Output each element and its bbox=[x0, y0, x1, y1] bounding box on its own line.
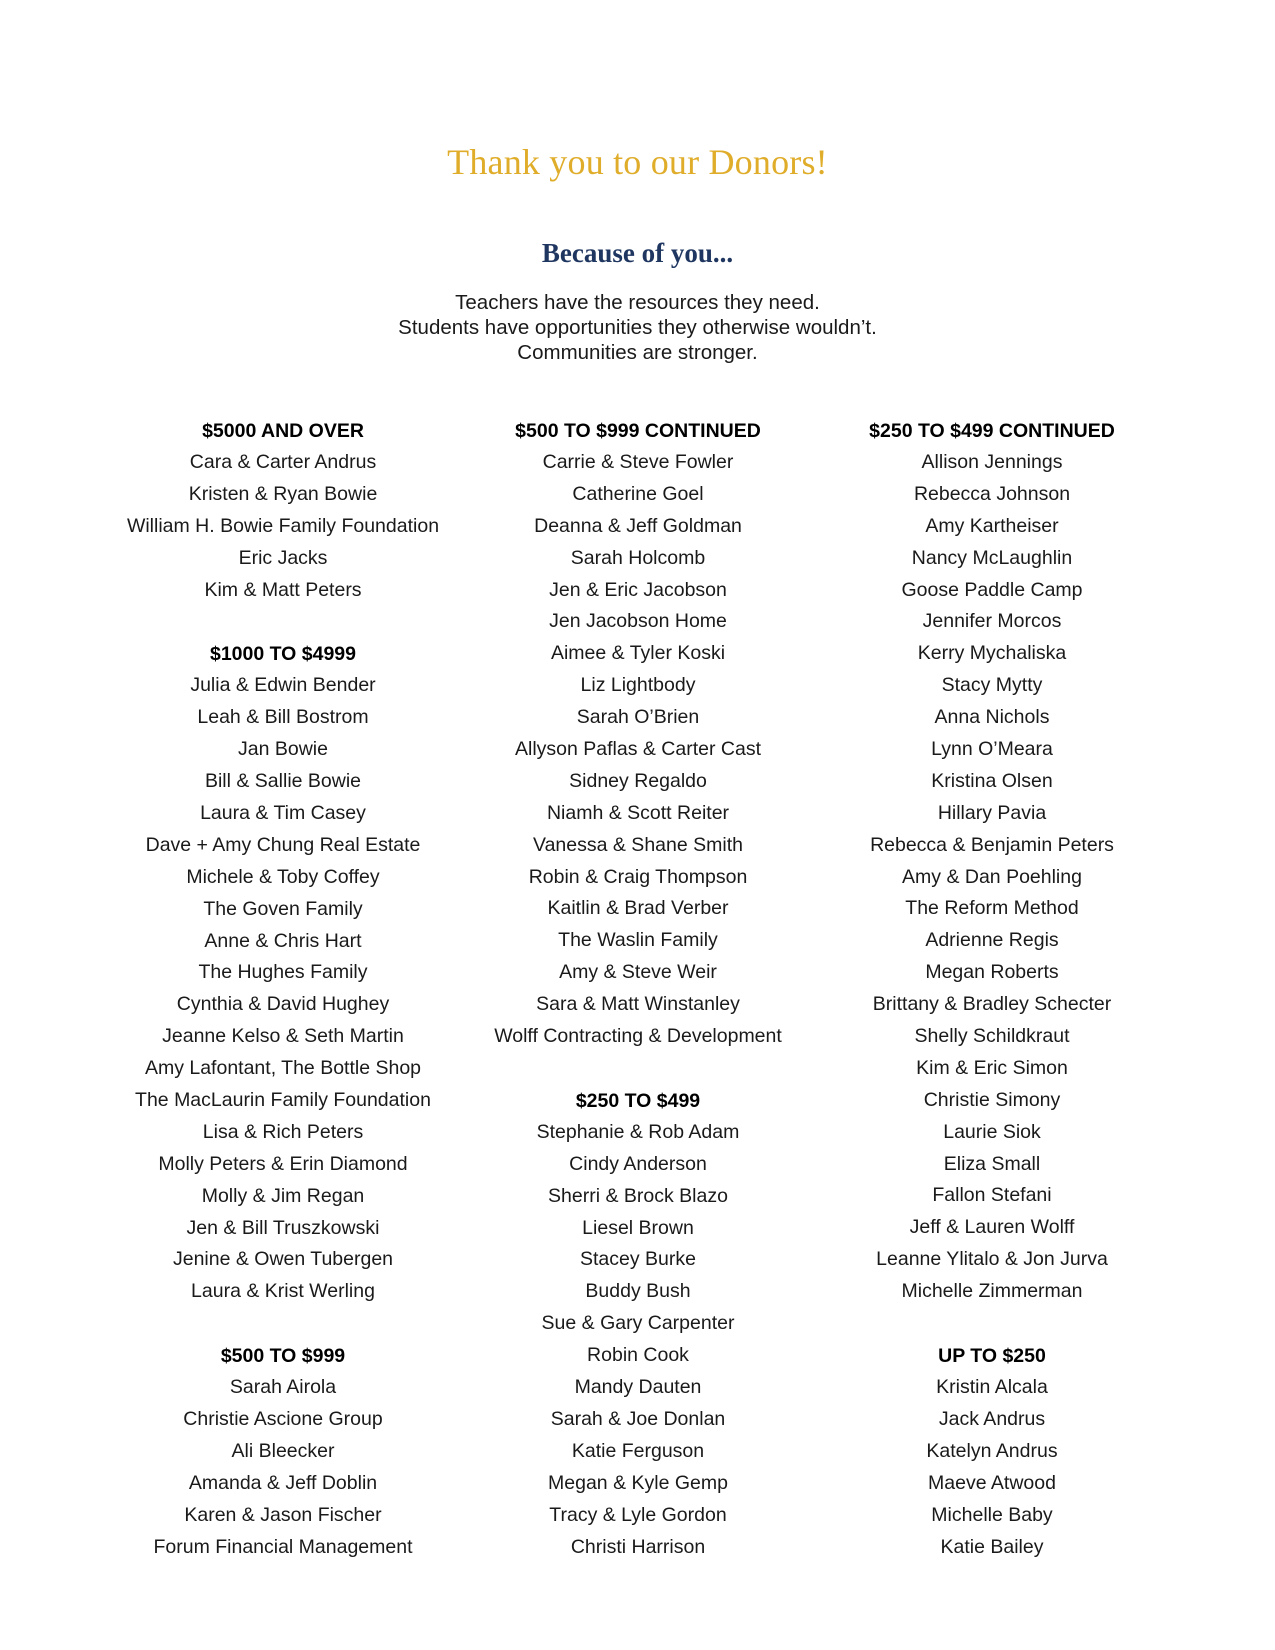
donor-name: Fallon Stefani bbox=[932, 1184, 1052, 1207]
donor-name: Kim & Eric Simon bbox=[916, 1056, 1068, 1079]
donor-name: Jen & Bill Truszkowski bbox=[186, 1216, 380, 1239]
donor-section bbox=[83, 415, 483, 606]
donor-name: Jen Jacobson Home bbox=[549, 610, 727, 633]
donor-section bbox=[792, 415, 1192, 1308]
donor-name: Vanessa & Shane Smith bbox=[533, 833, 743, 856]
donor-name: Anna Nichols bbox=[934, 706, 1050, 729]
donor-name: Goose Paddle Camp bbox=[901, 578, 1083, 601]
donor-name: Leanne Ylitalo & Jon Jurva bbox=[876, 1248, 1108, 1271]
donor-name: Sarah & Joe Donlan bbox=[550, 1407, 726, 1430]
donor-name: Cynthia & David Hughey bbox=[176, 993, 390, 1016]
donor-name: Rebecca Johnson bbox=[913, 482, 1071, 505]
donor-name: Cara & Carter Andrus bbox=[189, 451, 377, 473]
donor-name: Nancy McLaughlin bbox=[911, 546, 1073, 569]
section-heading: $250 TO $499 bbox=[575, 1089, 701, 1112]
donor-name: Laura & Tim Casey bbox=[200, 802, 366, 825]
donor-name: Maeve Atwood bbox=[928, 1471, 1056, 1494]
donor-name: Anne & Chris Hart bbox=[204, 929, 362, 952]
donor-column-2 bbox=[438, 415, 838, 1595]
page-title: Thank you to our Donors! bbox=[447, 142, 828, 182]
donor-name: Buddy Bush bbox=[585, 1280, 691, 1303]
donor-name: Mandy Dauten bbox=[574, 1376, 702, 1399]
donor-name: The Reform Method bbox=[905, 897, 1079, 920]
donor-name: Christie Simony bbox=[923, 1088, 1061, 1111]
section-heading: $500 TO $999 bbox=[220, 1345, 346, 1368]
donor-name: Laurie Siok bbox=[943, 1120, 1041, 1143]
donor-name: Stacey Burke bbox=[580, 1248, 696, 1271]
donor-name: Robin & Craig Thompson bbox=[528, 865, 748, 888]
donor-name: Liesel Brown bbox=[582, 1216, 694, 1239]
donor-name: Catherine Goel bbox=[572, 482, 704, 505]
donor-name: Karen & Jason Fischer bbox=[184, 1503, 382, 1526]
donor-name: Michelle Baby bbox=[931, 1503, 1053, 1526]
donor-name: Sara & Matt Winstanley bbox=[536, 993, 740, 1016]
donor-name: William H. Bowie Family Foundation bbox=[126, 514, 440, 537]
donor-name: Stacy Mytty bbox=[941, 674, 1043, 697]
donor-name: Lynn O’Meara bbox=[931, 738, 1053, 761]
donor-name: Robin Cook bbox=[587, 1344, 689, 1367]
donor-name: Laura & Krist Werling bbox=[191, 1280, 375, 1303]
donor-name: Megan Roberts bbox=[925, 961, 1059, 984]
donor-name: Ali Bleecker bbox=[231, 1440, 335, 1463]
donor-section bbox=[438, 1085, 838, 1563]
donor-name: Allison Jennings bbox=[921, 451, 1063, 473]
donor-name: The Waslin Family bbox=[558, 929, 718, 952]
donor-name: Aimee & Tyler Koski bbox=[550, 642, 726, 665]
donor-name: Julia & Edwin Bender bbox=[190, 674, 376, 697]
donor-name: Wolff Contracting & Development bbox=[494, 1025, 782, 1048]
donor-name: Niamh & Scott Reiter bbox=[546, 801, 730, 824]
donor-name: Sidney Regaldo bbox=[569, 769, 707, 792]
donor-name: Forum Financial Management bbox=[153, 1535, 413, 1558]
donor-name: Liz Lightbody bbox=[580, 674, 696, 697]
section-heading: $250 TO $499 CONTINUED bbox=[869, 420, 1115, 442]
section-heading: $1000 TO $4999 bbox=[209, 643, 356, 666]
donor-name: Michelle Zimmerman bbox=[901, 1280, 1083, 1303]
section-heading: $500 TO $999 CONTINUED bbox=[515, 420, 761, 442]
donor-section bbox=[792, 1340, 1192, 1563]
donor-name: Amy & Dan Poehling bbox=[902, 865, 1082, 888]
donor-name: Rebecca & Benjamin Peters bbox=[870, 833, 1114, 856]
donor-name: Allyson Paflas & Carter Cast bbox=[514, 738, 761, 761]
donor-name: Lisa & Rich Peters bbox=[202, 1120, 364, 1143]
donor-name: Molly & Jim Regan bbox=[201, 1184, 365, 1207]
donor-section bbox=[83, 638, 483, 1308]
donor-name: Brittany & Bradley Schecter bbox=[872, 993, 1112, 1016]
intro-line: Communities are stronger. bbox=[517, 341, 758, 364]
donor-name: Cindy Anderson bbox=[569, 1152, 707, 1175]
donor-name: Michele & Toby Coffey bbox=[186, 865, 380, 888]
section-heading: $5000 AND OVER bbox=[202, 420, 364, 442]
donor-name: Bill & Sallie Bowie bbox=[204, 770, 362, 793]
donor-name: Hillary Pavia bbox=[937, 801, 1047, 824]
donor-name: Deanna & Jeff Goldman bbox=[534, 514, 742, 537]
donor-name: Amy & Steve Weir bbox=[559, 961, 717, 984]
donor-name: Sherri & Brock Blazo bbox=[548, 1184, 728, 1207]
page-subtitle: Because of you... bbox=[541, 238, 734, 268]
donor-name: Jennifer Morcos bbox=[922, 610, 1062, 633]
donor-name: Jan Bowie bbox=[238, 738, 328, 761]
donor-name: Jack Andrus bbox=[938, 1407, 1046, 1430]
donor-column-1 bbox=[83, 415, 483, 1596]
donor-name: Katelyn Andrus bbox=[926, 1439, 1058, 1462]
donor-name: Amy Lafontant, The Bottle Shop bbox=[144, 1057, 422, 1080]
donor-name: Katie Ferguson bbox=[571, 1439, 705, 1462]
donor-name: Carrie & Steve Fowler bbox=[542, 451, 734, 473]
donor-name: Eliza Small bbox=[943, 1152, 1041, 1175]
donor-name: Kaitlin & Brad Verber bbox=[547, 897, 729, 920]
donor-name: The MacLaurin Family Foundation bbox=[135, 1089, 431, 1112]
donor-name: Eric Jacks bbox=[238, 546, 328, 569]
donor-name: Tracy & Lyle Gordon bbox=[549, 1503, 727, 1526]
intro-text bbox=[0, 290, 1275, 365]
donor-column-3 bbox=[792, 415, 1192, 1595]
donor-name: Shelly Schildkraut bbox=[914, 1025, 1070, 1048]
donor-name: Sarah Airola bbox=[229, 1376, 337, 1399]
donor-name: Amanda & Jeff Doblin bbox=[188, 1471, 378, 1494]
section-heading: UP TO $250 bbox=[938, 1345, 1046, 1368]
donor-name: Kristen & Ryan Bowie bbox=[188, 482, 378, 505]
donor-section bbox=[438, 415, 838, 1053]
donor-name: Jen & Eric Jacobson bbox=[549, 578, 727, 601]
intro-line: Teachers have the resources they need. bbox=[455, 291, 820, 314]
donor-name: Amy Kartheiser bbox=[925, 514, 1059, 537]
donor-name: Christie Ascione Group bbox=[183, 1408, 383, 1431]
donor-name: Stephanie & Rob Adam bbox=[536, 1120, 740, 1143]
intro-line: Students have opportunities they otherwise wouldn’t. bbox=[398, 316, 877, 339]
donor-name: Kerry Mychaliska bbox=[917, 642, 1067, 665]
donor-name: Kim & Matt Peters bbox=[204, 578, 362, 601]
donor-name: Jeanne Kelso & Seth Martin bbox=[162, 1025, 404, 1048]
donor-name: Sarah O’Brien bbox=[576, 706, 700, 729]
donor-name: Christi Harrison bbox=[570, 1535, 706, 1558]
donor-name: Sarah Holcomb bbox=[570, 546, 706, 569]
donor-name: Sue & Gary Carpenter bbox=[541, 1312, 735, 1335]
donor-name: The Goven Family bbox=[203, 897, 363, 920]
donor-name: Adrienne Regis bbox=[925, 929, 1059, 952]
donor-name: Kristina Olsen bbox=[931, 769, 1053, 792]
donor-name: Dave + Amy Chung Real Estate bbox=[145, 833, 421, 856]
donor-section bbox=[83, 1340, 483, 1563]
donor-name: Katie Bailey bbox=[940, 1535, 1044, 1558]
donor-name: Kristin Alcala bbox=[936, 1376, 1048, 1399]
donor-name: Molly Peters & Erin Diamond bbox=[158, 1152, 408, 1175]
donor-name: Megan & Kyle Gemp bbox=[548, 1471, 728, 1494]
donor-name: Jeff & Lauren Wolff bbox=[909, 1216, 1075, 1239]
donor-name: Leah & Bill Bostrom bbox=[197, 706, 369, 729]
donor-name: The Hughes Family bbox=[198, 961, 368, 984]
donor-name: Jenine & Owen Tubergen bbox=[172, 1248, 394, 1271]
